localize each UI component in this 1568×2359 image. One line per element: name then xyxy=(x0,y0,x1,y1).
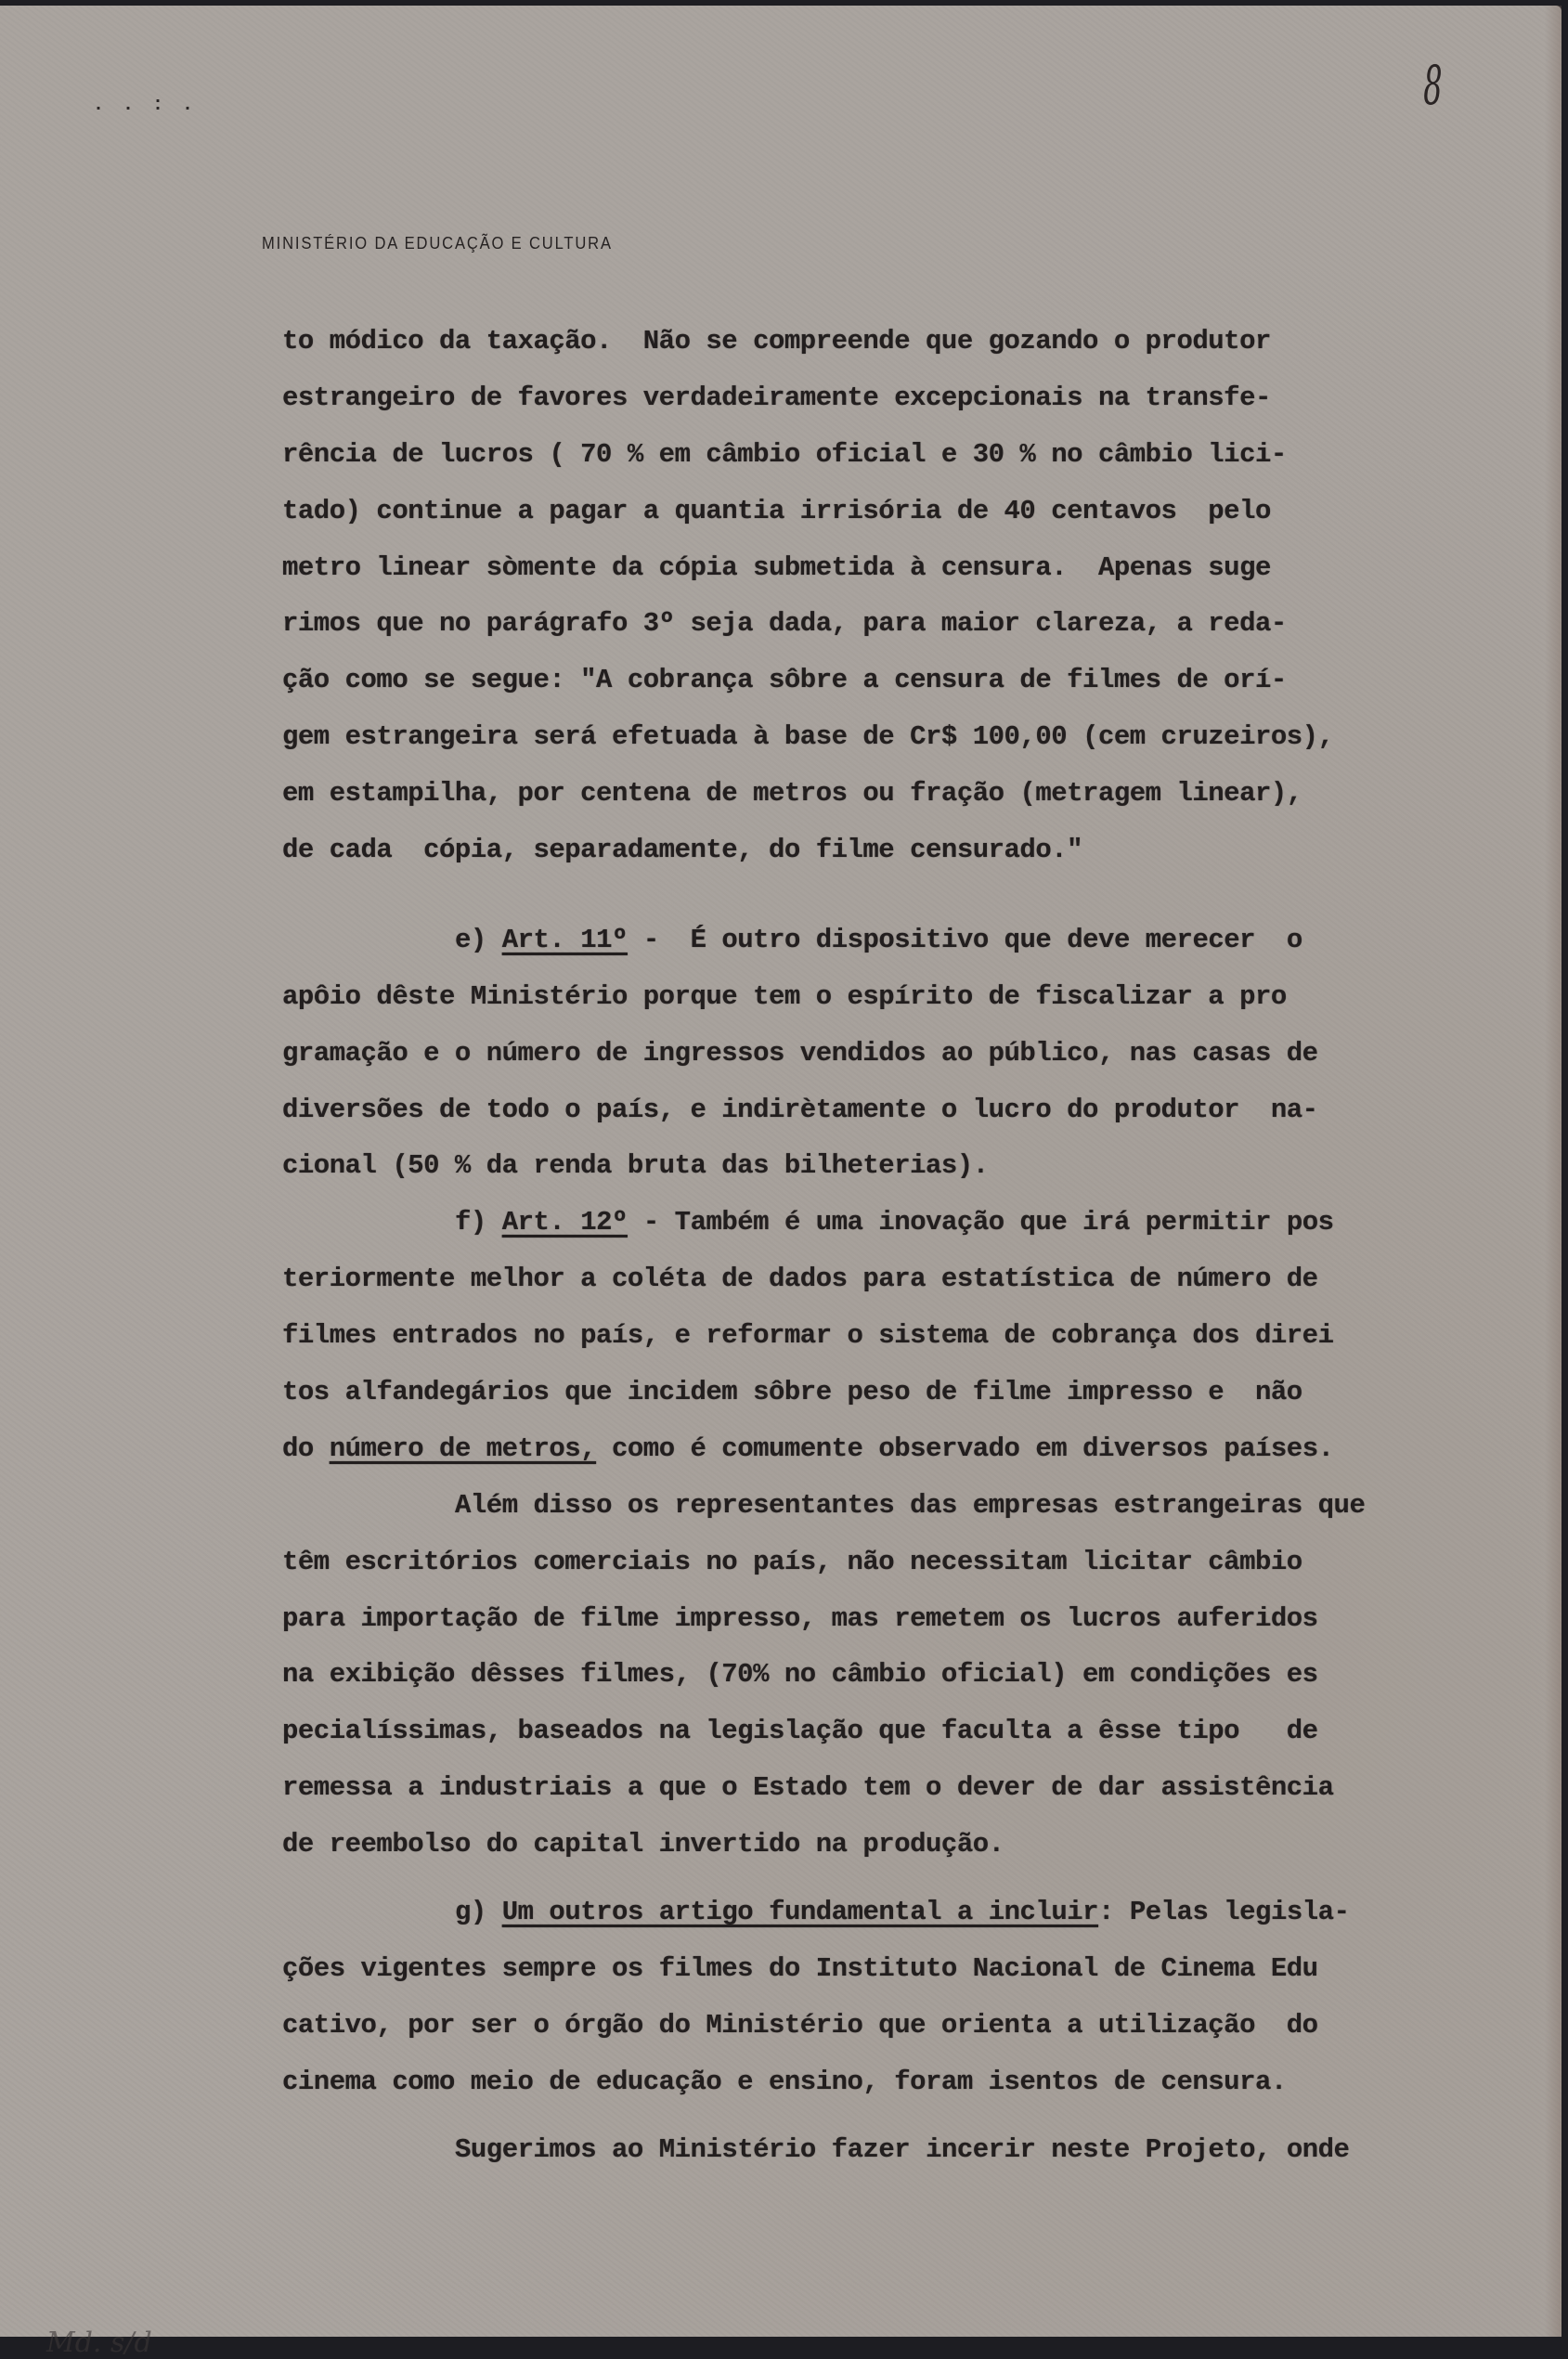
text-line: metro linear sòmente da cópia submetida à censura. Apenas suge xyxy=(282,551,1271,583)
text-line: estrangeiro de favores verdadeiramente excepcionais na transfe- xyxy=(282,382,1271,413)
text-line: tado) continue a pagar a quantia irrisória de 40 centavos pelo xyxy=(282,495,1271,526)
text-line: filmes entrados no país, e reformar o sistema de cobrança dos direi xyxy=(282,1320,1334,1352)
text-line: de reembolso do capital invertido na produção. xyxy=(282,1829,1004,1860)
item-e-first-line xyxy=(282,913,1526,969)
text-line: apôio dêste Ministério porque tem o espírito de fiscalizar a pro xyxy=(282,980,1287,1012)
text-line: em estampilha, por centena de metros ou fração (metragem linear), xyxy=(282,778,1302,810)
article-heading: Um outros artigo fundamental a incluir xyxy=(501,1897,1099,1928)
text-line: Além disso os representantes das empresas estrangeiras que xyxy=(455,1489,1366,1521)
text-line: gem estrangeira será efetuada à base de Cr$ 100,00 (cem cruzeiros), xyxy=(282,721,1334,753)
text-span: - É outro dispositivo que deve merecer o xyxy=(627,924,1302,955)
paragraph-continuation xyxy=(282,314,1526,879)
underlined-phrase: número de metros, xyxy=(329,1432,597,1464)
text-line: rência de lucros ( 70 % em câmbio oficial e 30 % no câmbio lici- xyxy=(282,438,1287,470)
article-heading: Art. 12º xyxy=(501,1207,628,1238)
text-span: do xyxy=(282,1432,330,1464)
text-line: para importação de filme impresso, mas remetem os lucros auferidos xyxy=(282,1602,1318,1634)
item-g-first-line xyxy=(282,1885,1526,1941)
paragraph-item-f xyxy=(282,1195,1526,1477)
text-span: como é comumente observado em diversos países. xyxy=(596,1432,1334,1464)
article-heading: Art. 11º xyxy=(501,924,628,955)
text-line: na exibição dêsses filmes, (70% no câmbio oficial) em condições es xyxy=(282,1659,1318,1691)
item-label: e) xyxy=(455,924,486,955)
text-line: cativo, por ser o órgão do Ministério que orienta a utilização do xyxy=(282,2009,1318,2041)
text-line: to módico da taxação. Não se compreende que gozando o produtor xyxy=(282,326,1271,356)
text-line: têm escritórios comerciais no país, não necessitam licitar câmbio xyxy=(282,1546,1302,1577)
text-line: rimos que no parágrafo 3º seja dada, para maior clareza, a reda- xyxy=(282,608,1287,640)
item-label: f) xyxy=(455,1207,486,1238)
paragraph-sugerimos xyxy=(282,2122,1526,2179)
text-line: diversões de todo o país, e indirètamente o lucro do produtor na- xyxy=(282,1094,1318,1125)
text-line: cinema como meio de educação e ensino, foram isentos de censura. xyxy=(282,2066,1287,2097)
item-label: g) xyxy=(455,1897,486,1928)
typewritten-body xyxy=(282,314,1526,2179)
item-f-first-line xyxy=(282,1195,1526,1251)
text-line: ção como se segue: "A cobrança sôbre a censura de filmes de orí- xyxy=(282,665,1287,696)
paragraph-alem-disso xyxy=(282,1478,1526,1873)
text-span: : Pelas legisla- xyxy=(1098,1897,1350,1928)
corner-marks: . . : . xyxy=(93,95,198,116)
text-line: cional (50 % da renda bruta das bilheterias). xyxy=(282,1150,989,1182)
text-line: tos alfandegários que incidem sôbre peso de filme impresso e não xyxy=(282,1377,1302,1408)
handwritten-annotation: Md. s/d xyxy=(46,2327,152,2359)
text-line: ções vigentes sempre os filmes do Instituto Nacional de Cinema Edu xyxy=(282,1952,1318,1984)
paragraph-item-e xyxy=(282,913,1526,1195)
text-line: de cada cópia, separadamente, do filme censurado." xyxy=(282,835,1083,866)
text-line: Sugerimos ao Ministério fazer incerir neste Projeto, onde xyxy=(455,2133,1350,2165)
letterhead: MINISTÉRIO DA EDUCAÇÃO E CULTURA xyxy=(262,234,613,253)
text-line: teriormente melhor a coléta de dados para estatística de número de xyxy=(282,1264,1318,1295)
text-span: - Também é uma inovação que irá permitir pos xyxy=(627,1207,1334,1238)
text-line: pecialíssimas, baseados na legislação que faculta a êsse tipo de xyxy=(282,1716,1318,1747)
paragraph-item-g xyxy=(282,1885,1526,2111)
text-line: remessa a industriais a que o Estado tem o dever de dar assistência xyxy=(282,1772,1334,1804)
text-line: gramação e o número de ingressos vendidos ao público, nas casas de xyxy=(282,1037,1318,1069)
handwritten-page-number: 8 xyxy=(1423,54,1443,117)
document-page xyxy=(0,6,1562,2359)
item-f-last-line xyxy=(282,1421,1526,1478)
